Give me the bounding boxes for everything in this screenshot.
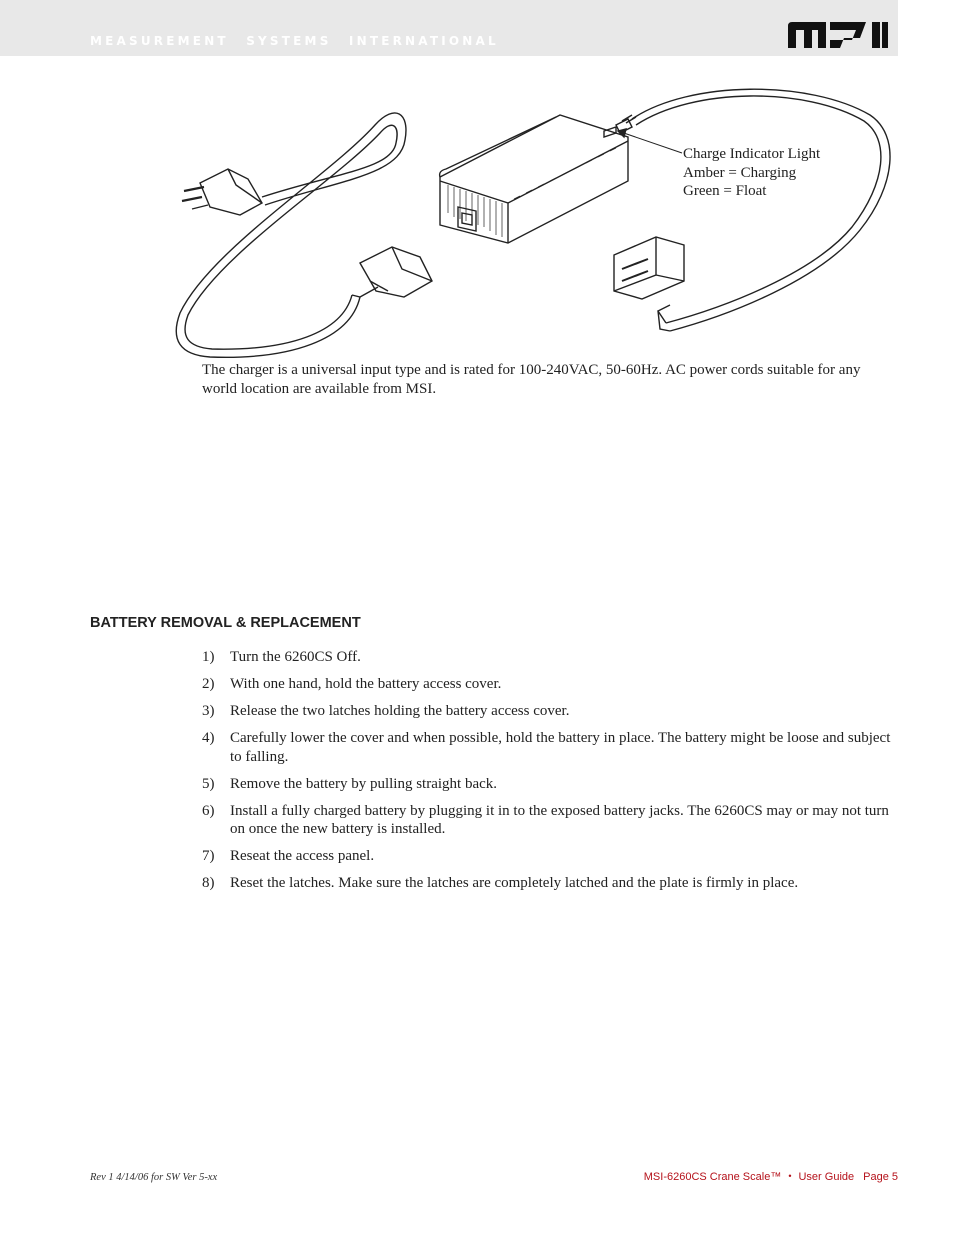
step-number: 1) <box>202 649 215 665</box>
step-text: Reset the latches. Make sure the latches are completely latched and the plate is firmly in place. <box>230 875 799 891</box>
step-number: 7) <box>202 848 215 864</box>
list-item <box>202 802 894 839</box>
step-number: 3) <box>202 703 215 719</box>
charger-illustration <box>170 85 900 365</box>
charge-indicator-callout <box>683 145 820 201</box>
callout-line: Amber = Charging <box>683 164 797 181</box>
list-item <box>202 729 894 766</box>
step-text: Reseat the access panel. <box>230 848 375 864</box>
callout-line: Green = Float <box>683 183 767 199</box>
page-footer <box>644 1171 898 1183</box>
callout-line: Charge Indicator Light <box>683 146 821 162</box>
company-name: MEASUREMENT SYSTEMS INTERNATIONAL <box>90 34 499 48</box>
msi-logo <box>786 20 890 50</box>
header-band <box>0 0 898 56</box>
list-item <box>202 775 894 794</box>
list-item <box>202 874 894 893</box>
step-text: Remove the battery by pulling straight back. <box>230 775 498 792</box>
list-item <box>202 648 894 667</box>
list-item <box>202 675 894 694</box>
list-item <box>202 702 894 721</box>
step-number: 5) <box>202 775 215 792</box>
step-number: 2) <box>202 676 215 692</box>
product-name: MSI-6260CS Crane Scale™ <box>643 1171 782 1183</box>
page-number: Page 5 <box>863 1171 898 1183</box>
step-number: 8) <box>202 875 215 891</box>
guide-label: User Guide <box>798 1171 855 1183</box>
charger-description: The charger is a universal input type and is rated for 100-240VAC, 50-60Hz. AC power cords suitable for any world location are available from MSI. <box>202 362 861 397</box>
section-title: BATTERY REMOVAL & REPLACEMENT <box>90 615 361 631</box>
step-text: With one hand, hold the battery access cover. <box>230 676 502 692</box>
step-text: Turn the 6260CS Off. <box>230 649 361 665</box>
step-number: 4) <box>202 730 215 746</box>
step-text: Install a fully charged battery by plugging it in to the exposed battery jacks. The 6260CS may or may not turn on once the new battery is installed. <box>230 802 889 837</box>
step-number: 6) <box>202 802 215 819</box>
battery-steps-list <box>202 648 894 901</box>
bullet-icon: • <box>788 1171 792 1181</box>
list-item <box>202 847 894 866</box>
revision-note: Rev 1 4/14/06 for SW Ver 5-xx <box>90 1172 218 1183</box>
step-text: Release the two latches holding the battery access cover. <box>230 703 570 719</box>
step-text: Carefully lower the cover and when possible, hold the battery in place. The battery might be loose and subject to falling. <box>230 730 891 765</box>
